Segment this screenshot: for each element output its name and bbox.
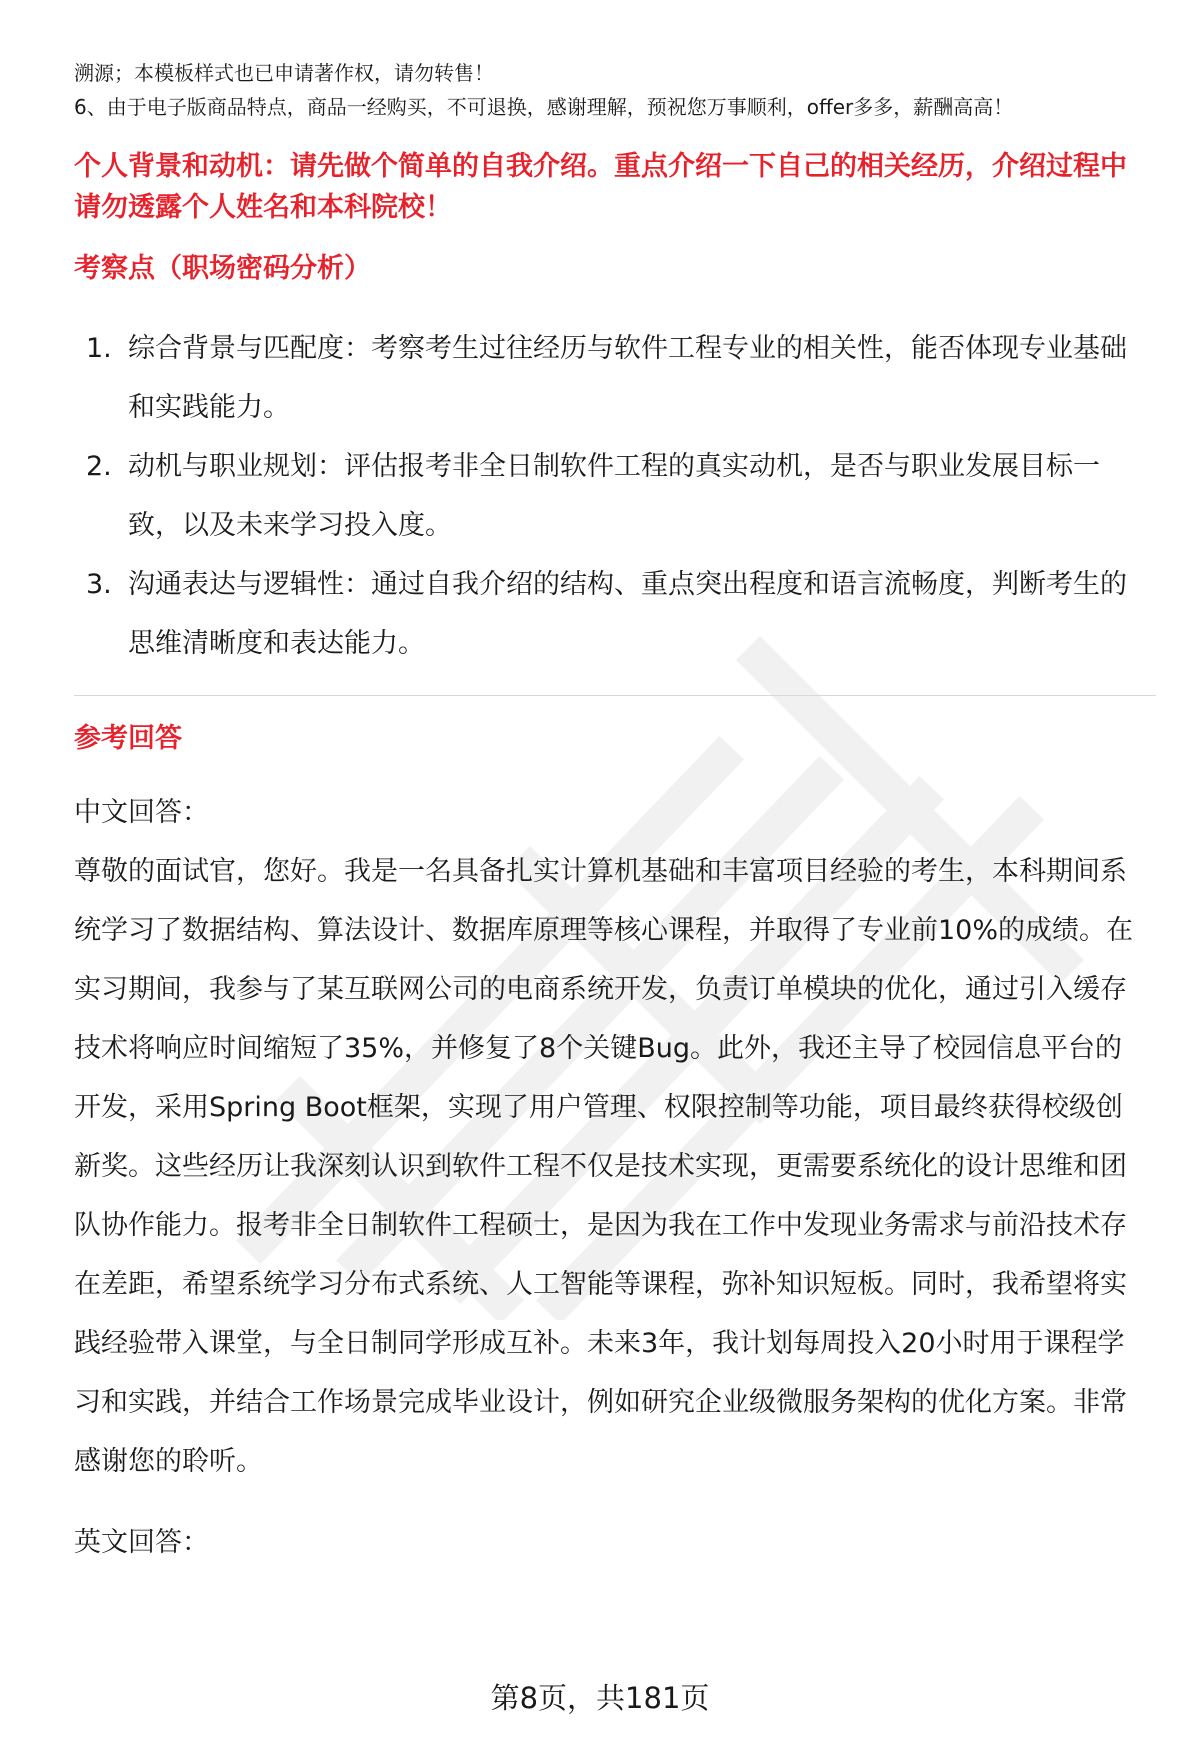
- answer-heading: 参考回答: [74, 723, 182, 754]
- point-number: 3.: [86, 569, 112, 600]
- notice-line-1: 溯源；本模板样式也已申请著作权，请勿转售！: [74, 61, 494, 85]
- point-text: 沟通表达与逻辑性：通过自我介绍的结构、重点突出程度和语言流畅度，判断考生的思维清晰度和表达能力。: [128, 569, 1127, 659]
- english-answer-label: 英文回答：: [74, 1527, 209, 1558]
- question-title: 个人背景和动机：请先做个简单的自我介绍。重点介绍一下自己的相关经历，介绍过程中请勿透露个人姓名和本科院校！: [74, 151, 1127, 223]
- point-text: 综合背景与匹配度：考察考生过往经历与软件工程专业的相关性，能否体现专业基础和实践能力。: [128, 333, 1127, 423]
- assessment-points: [74, 319, 1144, 673]
- chinese-answer-text: 尊敬的面试官，您好。我是一名具备扎实计算机基础和丰富项目经验的考生，本科期间系统学习了数据结构、算法设计、数据库原理等核心课程，并取得了专业前10%的成绩。在实习期间，我参与了某互联网公司的电商系统开发，负责订单模块的优化，通过引入缓存技术将响应时间缩短了35%，并修复了8个关键Bug。此外，我还主导了校园信息平台的开发，采用Spring Boot框架，实现了用户管理、权限控制等功能，项目最终获得校级创新奖。这些经历让我深刻认识到软件工程不仅是技术实现，更需要系统化的设计思维和团队协作能力。报考非全日制软件工程硕士，是因为我在工作中发现业务需求与前沿技术存在差距，希望系统学习分布式系统、人工智能等课程，弥补知识短板。同时，我希望将实践经验带入课堂，与全日制同学形成互补。未来3年，我计划每周投入20小时用于课程学习和实践，并结合工作场景完成毕业设计，例如研究企业级微服务架构的优化方案。非常感谢您的聆听。: [74, 856, 1134, 1477]
- assessment-point: [74, 319, 1144, 437]
- notice-line-2: 6、由于电子版商品特点，商品一经购买，不可退换，感谢理解，预祝您万事顺利，offer多多，薪酬高高！: [74, 95, 1014, 119]
- point-number: 2.: [86, 451, 112, 482]
- point-text: 动机与职业规划：评估报考非全日制软件工程的真实动机，是否与职业发展目标一致，以及未来学习投入度。: [128, 451, 1100, 541]
- assessment-point: [74, 555, 1144, 673]
- assessment-heading: 考察点（职场密码分析）: [74, 253, 371, 284]
- assessment-point: [74, 437, 1144, 555]
- section-divider: [74, 695, 1156, 696]
- point-number: 1.: [86, 333, 112, 364]
- page-number: 第8页，共181页: [490, 1681, 710, 1715]
- page-content: [74, 56, 1144, 1572]
- chinese-answer-label: 中文回答：: [74, 797, 209, 828]
